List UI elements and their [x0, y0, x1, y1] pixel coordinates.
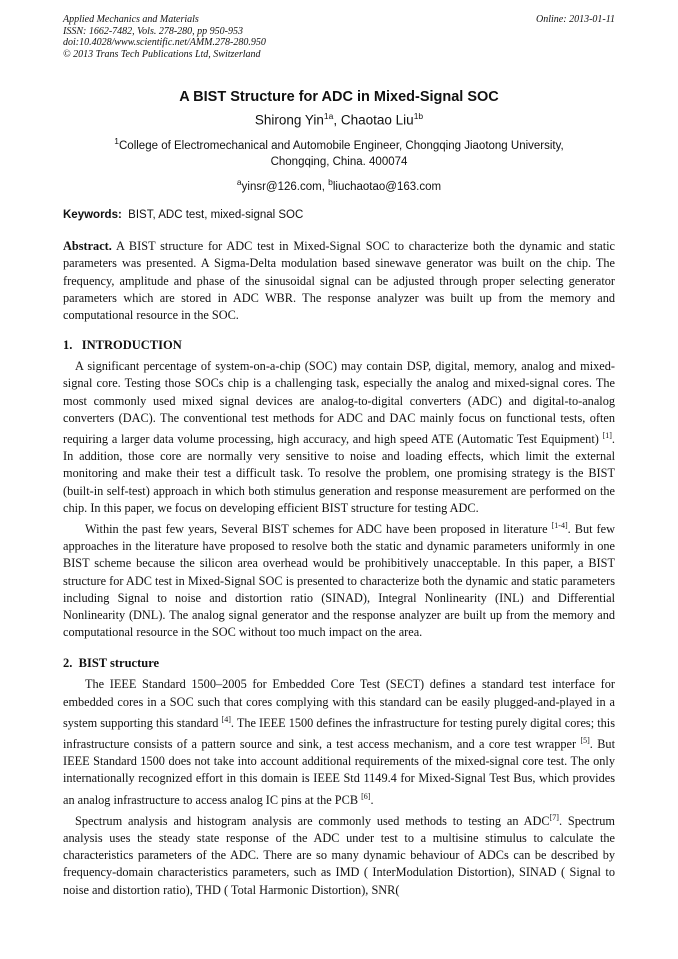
journal-header — [63, 14, 615, 60]
abstract-label: Abstract. — [63, 239, 112, 254]
citation: [6] — [361, 791, 371, 801]
paragraph-text: . In addition, those core are normally very sensitive to noise and loading effects, which limit the external monitoring and make their test a difficult task. To resolve the problem, one promising strategy is the BIST (built-in self-test) approach in which both stimulus generation and response measurement are performed on the chip. In this paper, we focus on developing efficient BIST structure for testing ADC. — [63, 431, 615, 515]
affiliation — [63, 133, 615, 172]
keywords — [63, 209, 615, 221]
author-emails — [63, 177, 615, 193]
paragraph-text: . But few approaches in the literature have proposed to resolve both the static and dynamic parameters uniformly in one BIST scheme because the silicon area overhead would be prohibitively unacceptable. In this paper, a BIST structure for ADC test in Mixed-Signal SOC is presented to characterize both the dynamic and static parameters including Signal to noise and distortion ratio (SINAD), Integral Nonlinearity (INL) and Differential Nonlinearity (DNL). The analog signal generator and the response analyzer are built up from the memory and computational resource in the SOC without too much impact on the area. — [63, 522, 615, 640]
paragraph-text: A significant percentage of system-on-a-chip (SOC) may contain DSP, digital, memory, analog and mixed-signal core. Testing those SOCs chip is a challenging task, especially the analog and mixed-signal cores. The most commonly used mixed signal devices are analog-to-digital converters (ADC) and digital-to-analog converters (DAC). The conventional test methods for ADC and DAC mainly focus on functional tests, often requiring a larger data volume processing, high accuracy, and high speed ATE (Automatic Test Equipment) — [63, 359, 615, 446]
affiliation-line-2: Chongqing, China. 400074 — [270, 156, 408, 169]
paragraph-text: . Spectrum analysis uses the steady state response of the ADC under test to a multisine stimulus to calculate the characteristics parameters of the ADC. There are so many dynamic behaviour of ADCs can be described by frequency-domain characteristics parameters, such as IMD ( InterModulation Distortion), SINAD ( Signal to noise and distortion ratio), THD ( Total Harmonic Distortion), SNR( — [63, 813, 615, 897]
section-heading-bist-structure: 2. BIST structure — [63, 656, 160, 671]
author-superscript: 1b — [413, 111, 424, 121]
author-line — [63, 111, 615, 128]
keywords-label: Keywords: — [63, 209, 122, 222]
abstract-text: A BIST structure for ADC test in Mixed-Signal SOC to characterize both the dynamic and static parameters was presented. A Sigma-Delta modulation based sinewave generator was built on the chip. The frequency, amplitude and phase of the sinusoidal signal can be adjusted through proper selecting generator parameters which are stored in ADC WBR. The response analyzer was built up from the memory and computational resource in the SOC. — [63, 239, 615, 322]
citation: [5] — [580, 736, 590, 746]
paragraph-text: . — [370, 792, 374, 807]
paragraph-text: Spectrum analysis and histogram analysis are commonly used methods to testing an ADC — [75, 813, 550, 828]
paragraph — [63, 676, 615, 808]
paragraph — [63, 517, 615, 641]
author-name: Chaotao Liu — [340, 112, 414, 128]
paper-title: A BIST Structure for ADC in Mixed-Signal SOC — [179, 89, 499, 105]
email-superscript: b — [328, 177, 333, 188]
keywords-text: BIST, ADC test, mixed-signal SOC — [121, 209, 304, 222]
email-link: liuchaotao@163.com — [332, 181, 442, 194]
citation: [7] — [549, 812, 559, 822]
author-separator: , — [333, 112, 341, 128]
email-superscript: a — [236, 177, 242, 188]
doi-line: doi:10.4028/www.scientific.net/AMM.278-280.950 — [63, 37, 266, 48]
author-superscript: 1a — [323, 111, 334, 121]
citation: [1-4] — [551, 521, 568, 530]
email-link: yinsr@126.com, — [241, 181, 329, 194]
paragraph-text: The IEEE Standard 1500–2005 for Embedded Core Test (SECT) defines a standard test interface for embedded cores in a SOC such that cores complying with this standard can be easily plugged-and-played in a system supporting this standard — [63, 677, 615, 730]
affiliation-superscript: 1 — [114, 135, 119, 146]
section-heading-introduction: 1. INTRODUCTION — [63, 338, 182, 353]
online-date: Online: 2013-01-11 — [536, 14, 615, 25]
issn-line: ISSN: 1662-7482, Vols. 278-280, pp 950-953 — [63, 25, 243, 37]
abstract — [63, 238, 615, 324]
citation: [1] — [602, 430, 612, 440]
paragraph-text: Within the past few years, Several BIST schemes for ADC have been proposed in literature — [85, 522, 552, 536]
paragraph-text: . The IEEE 1500 defines the infrastructure for testing purely digital cores; this infrastructure consists of a pattern source and sink, a test access mechanism, and a core test wrapper — [63, 715, 615, 752]
affiliation-line-1: College of Electromechanical and Automobile Engineer, Chongqing Jiaotong University, — [119, 139, 564, 152]
paragraph — [63, 809, 615, 899]
paragraph-text: . But IEEE Standard 1500 does not take into account additional requirements of the mixed-signal core test. The only internationally recognized effort in this domain is IEEE Std 1149.4 for Mixed-Signal Test Bus, which provides an analog infrastructure to access analog IC pins at the PCB — [63, 737, 615, 807]
copyright-line: © 2013 Trans Tech Publications Ltd, Switzerland — [63, 48, 261, 60]
journal-name: Applied Mechanics and Materials — [63, 14, 199, 25]
author-name: Shirong Yin — [254, 112, 324, 128]
citation: [4] — [221, 714, 231, 724]
paragraph — [63, 358, 615, 517]
